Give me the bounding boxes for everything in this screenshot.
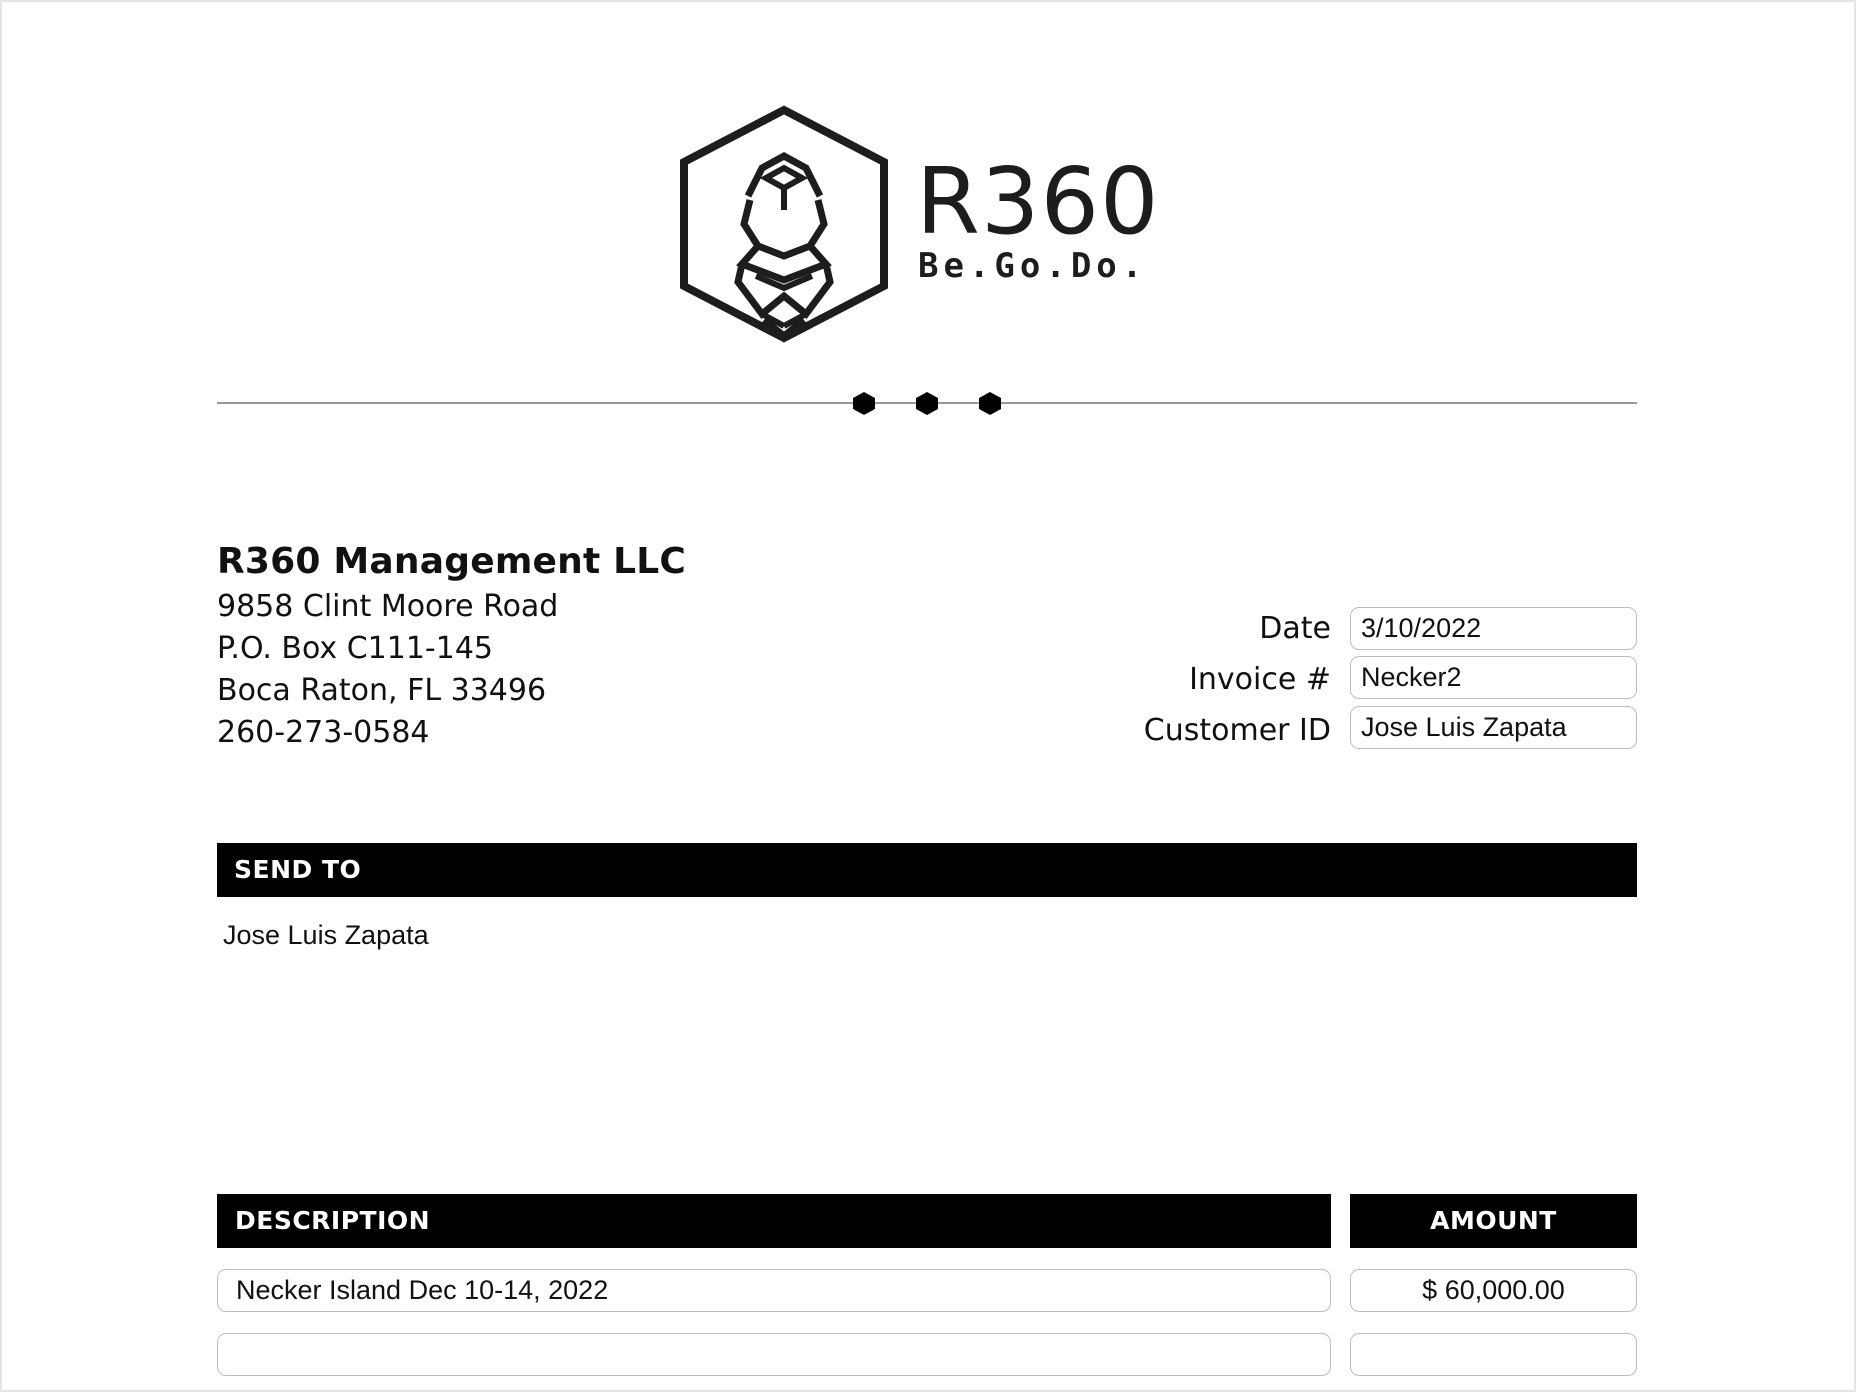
address-line-city: Boca Raton, FL 33496	[217, 673, 547, 708]
owl-hexagon-logo-icon	[676, 104, 916, 350]
send-to-name: Jose Luis Zapata	[223, 920, 429, 950]
description-field-row-2[interactable]	[217, 1333, 1331, 1376]
company-phone: 260-273-0584	[217, 715, 430, 750]
description-field-row-1[interactable]: Necker Island Dec 10-14, 2022	[217, 1269, 1331, 1312]
amount-field-row-2[interactable]	[1350, 1333, 1637, 1376]
invoice-number-field[interactable]: Necker2	[1350, 656, 1637, 699]
company-name: R360 Management LLC	[217, 541, 687, 582]
address-line-street: 9858 Clint Moore Road	[217, 589, 559, 624]
divider-hexagon-dots-icon	[850, 389, 1010, 417]
invoice-number-label: Invoice #	[1189, 662, 1331, 697]
customer-id-label: Customer ID	[1143, 713, 1331, 748]
address-line-po-box: P.O. Box C111-145	[217, 631, 494, 666]
send-to-header: SEND TO	[217, 843, 1637, 897]
company-address-block	[217, 538, 686, 754]
description-header: DESCRIPTION	[217, 1194, 1331, 1248]
amount-header: AMOUNT	[1350, 1194, 1637, 1248]
logo-tagline: Be.Go.Do.	[918, 246, 1148, 286]
logo-wordmark: R360	[916, 148, 1160, 255]
date-field[interactable]: 3/10/2022	[1350, 607, 1637, 650]
customer-id-field[interactable]: Jose Luis Zapata	[1350, 706, 1637, 749]
date-label: Date	[1259, 611, 1331, 646]
amount-field-row-1[interactable]: $ 60,000.00	[1350, 1269, 1637, 1312]
company-logo	[676, 104, 1176, 350]
